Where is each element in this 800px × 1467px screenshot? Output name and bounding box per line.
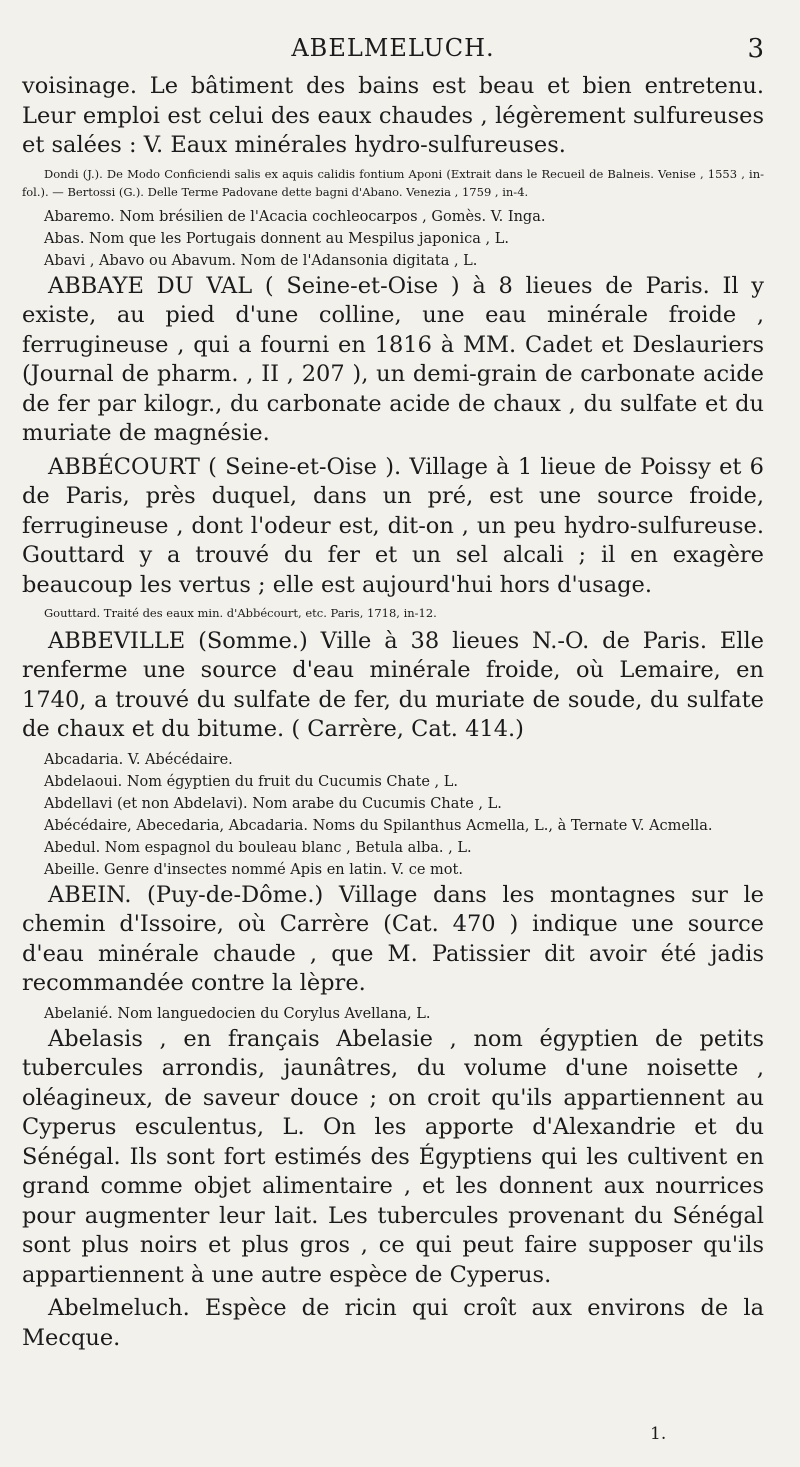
paragraph: Abdelaoui. Nom égyptien du fruit du Cucumis Chate , L.	[44, 773, 458, 790]
paragraph: ABBEVILLE (Somme.) Ville à 38 lieues N.-O. de Paris. Elle renferme une source d'eau minérale froide, où Lemaire, en 1740, a trouvé du sulfate de fer, du muriate de soude, du sulfate de chaux et du bitume. ( Carrère, Cat. 414.)	[22, 627, 764, 742]
paragraph: Abdellavi (et non Abdelavi). Nom arabe du Cucumis Chate , L.	[44, 795, 502, 812]
paragraph: Gouttard. Traité des eaux min. d'Abbécourt, etc. Paris, 1718, in-12.	[44, 606, 437, 620]
paragraph: Abeille. Genre d'insectes nommé Apis en latin. V. ce mot.	[44, 861, 463, 878]
paragraph: Dondi (J.). De Modo Conficiendi salis ex aquis calidis fontium Aponi (Extrait dans le Recueil de Balneis. Venise , 1553 , in-fol.). — Bertossi (G.). Delle Terme Padovane dette bagni d'Abano. Venezia , 1759 , in-4.	[22, 166, 764, 199]
paragraph: Abas. Nom que les Portugais donnent au Mespilus japonica , L.	[44, 230, 509, 247]
paragraph: Abaremo. Nom brésilien de l'Acacia cochleocarpos , Gomès. V. Inga.	[44, 208, 546, 225]
body-text	[22, 72, 764, 1357]
running-head: ABELMELUCH.	[291, 34, 495, 62]
paragraph: Abelmeluch. Espèce de ricin qui croît aux environs de la Mecque.	[22, 1295, 764, 1351]
signature-mark: 1.	[650, 1424, 667, 1444]
paragraph: ABEIN. (Puy-de-Dôme.) Village dans les montagnes sur le chemin d'Issoire, où Carrère (Cat. 470 ) indique une source d'eau minérale chaude , que M. Patissier dit avoir été jadis recommandée contre la lèpre.	[22, 881, 764, 996]
paragraph: Abelasis , en français Abelasie , nom égyptien de petits tubercules arrondis, jaunâtres, du volume d'une noisette , oléagineux, de saveur douce ; on croit qu'ils appartiennent au Cyperus esculentus, L. On les apporte d'Alexandrie et du Sénégal. Ils sont fort estimés des Égyptiens qui les cultivent en grand comme objet alimentaire , et les donnent aux nourrices pour augmenter leur lait. Les tubercules provenant du Sénégal sont plus noirs et plus gros , ce qui peut faire supposer qu'ils appartiennent à une autre espèce de Cyperus.	[22, 1025, 764, 1288]
page-header	[22, 34, 764, 72]
paragraph: ABBÉCOURT ( Seine-et-Oise ). Village à 1 lieue de Poissy et 6 de Paris, près duquel, dans un pré, est une source froide, ferrugineuse , dont l'odeur est, dit-on , un peu hydro-sulfureuse. Gouttard y a trouvé du fer et un sel alcali ; il en exagère beaucoup les vertus ; elle est aujourd'hui hors d'usage.	[22, 453, 764, 598]
paragraph: Abelanié. Nom languedocien du Corylus Avellana, L.	[44, 1005, 431, 1022]
paragraph: ABBAYE DU VAL ( Seine-et-Oise ) à 8 lieues de Paris. Il y existe, au pied d'une colline, une eau minérale froide , ferrugineuse , qui a fourni en 1816 à MM. Cadet et Deslauriers (Journal de pharm. , II , 207 ), un demi-grain de carbonate acide de fer par kilogr., du carbonate acide de chaux , du sulfate et du muriate de magnésie.	[22, 272, 764, 446]
paragraph: Abcadaria. V. Abécédaire.	[44, 751, 233, 768]
page-number: 3	[747, 34, 764, 64]
paragraph: voisinage. Le bâtiment des bains est beau et bien entretenu. Leur emploi est celui des eaux chaudes , légèrement sulfureuses et salées : V. Eaux minérales hydro-sulfureuses.	[22, 73, 764, 158]
paragraph: Abavi , Abavo ou Abavum. Nom de l'Adansonia digitata , L.	[44, 252, 478, 269]
paragraph: Abedul. Nom espagnol du bouleau blanc , Betula alba. , L.	[44, 839, 472, 856]
paragraph: Abécédaire, Abecedaria, Abcadaria. Noms du Spilanthus Acmella, L., à Ternate V. Acmella.	[44, 817, 713, 834]
